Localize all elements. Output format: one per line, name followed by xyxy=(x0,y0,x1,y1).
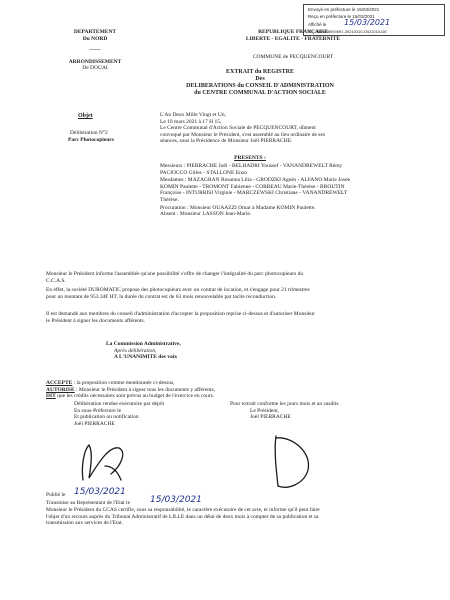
presents-line: Thérèse. xyxy=(160,196,179,203)
footer-signatory-name: Joël PIERRACHE xyxy=(74,420,115,427)
signature-right xyxy=(232,430,322,496)
footer-line: Et publication ou notification xyxy=(74,414,139,421)
signature-left xyxy=(75,436,155,488)
body-line: Il est demandé aux membres du conseil d'administration d'accepter la proposition reprise ci-dessus et d'autoriser Monsieur xyxy=(46,311,315,317)
title-line-1: EXTRAIT du REGISTRE xyxy=(226,69,294,75)
arrondissement-name: De DOUAI xyxy=(82,65,108,72)
resolution-key: ACCEPTE xyxy=(46,380,73,386)
presents-line: PACIOCCO Gilles - STALLONE Enzo xyxy=(160,169,248,176)
department-line: DEPARTEMENT xyxy=(73,29,117,35)
body-line: pour un montant de 953.34€ HT. la durée du contrat est de 63 mois renouvelable par tacite reconduction. xyxy=(46,293,277,300)
body-line: le Président à signer les documents afférents. xyxy=(46,317,146,324)
stamp-line-posted-label: Affiché le xyxy=(308,22,327,27)
arrondissement-line: ARRONDISSEMENT xyxy=(68,58,122,65)
body-line: C.C.A.S. xyxy=(46,277,66,284)
stamp-posted-date: 15/03/2021 xyxy=(344,18,391,27)
body-paragraph-2 xyxy=(46,287,426,300)
presents-list xyxy=(160,163,440,218)
resolutions-list xyxy=(46,380,426,400)
body-paragraph-1 xyxy=(46,271,426,284)
commune-name: COMMUNE de PECQUENCOURT xyxy=(252,54,334,60)
resolution-key: AUTORISE xyxy=(46,386,75,393)
department-name: Du NORD xyxy=(82,35,108,42)
presents-line: Mesdames : MAZAGRAN Rosanna Lilia - GRODZKI Agnès - ALFANO Marie Josée xyxy=(160,177,351,184)
body-line: En effet, la société DUROMATIC propose des photocopieurs avec un contrat de location, et s'engage pour 21 trimestres xyxy=(46,287,310,293)
decision-line: Après délibération, xyxy=(114,347,157,354)
resolution-item xyxy=(46,387,426,394)
resolution-item xyxy=(46,393,426,400)
presents-line: Absent : Monsieur LASSON Jean-Marie. xyxy=(160,211,252,218)
footer-certification-block xyxy=(230,401,410,421)
presents-line: Françoise - INTURRISI Virginie - MARCZEWSKI Christiane - VANANDREWELT xyxy=(160,190,348,197)
footer-line: Délibération rendue exécutoire par dépôt xyxy=(74,401,165,407)
header-divider: —— xyxy=(89,47,101,54)
objet-label: Objet xyxy=(78,113,93,119)
republic-name: REPUBLIQUE FRANÇAISE xyxy=(258,29,328,35)
republic-header xyxy=(218,29,368,42)
resolution-text: : Monsieur le Président à signer tous les documents y afférents, xyxy=(74,386,216,393)
footer-executory-block xyxy=(74,401,224,427)
resolution-item xyxy=(46,380,426,387)
body-paragraph-3 xyxy=(46,311,426,324)
objet-deliberation-number: Délibération N°2 xyxy=(70,130,108,136)
resolution-key: DIT xyxy=(46,393,56,400)
title-line-3: DELIBERATIONS du CONSEIL D'ADMINISTRATION xyxy=(186,83,334,89)
decision-block xyxy=(106,341,266,361)
department-header xyxy=(55,29,135,72)
intro-paragraph xyxy=(160,112,435,145)
stamp-line-received: Reçu en préfecture le 15/03/2021 xyxy=(308,14,375,19)
transmitted-label: Transmise au Représentant de l'Etat le xyxy=(46,500,131,506)
objet-subject: Parc Photocopieurs xyxy=(68,137,114,143)
transmitted-date: 15/03/2021 xyxy=(150,495,202,505)
resolution-text: que les crédits nécessaires sont prévus au budget de l'exercice en cours. xyxy=(55,393,215,400)
recourse-line: transmission aux services de l'Etat. xyxy=(46,520,123,527)
presents-line: Messieurs : PIERRACHE Joël - BELHADRI Youssef - VANANDREWELT Rémy xyxy=(160,163,343,169)
intro-line: L'An Deux Mille Vingt et Un, xyxy=(160,112,226,118)
presents-line: KOMIN Paulette - TROMONT Fabienne - CORREAU Marie-Thérèse - BROUTIN xyxy=(160,183,345,190)
intro-line: convoqué par Monsieur le Président, s'est assemblé au lieu ordinaire de ses xyxy=(160,131,326,138)
recourse-paragraph xyxy=(46,507,436,527)
republic-motto: LIBERTE - EGALITE - FRATERNITE xyxy=(245,35,341,42)
document-title xyxy=(170,69,350,97)
published-date: 15/03/2021 xyxy=(74,487,126,497)
footer-line: Le Président, xyxy=(250,407,280,414)
decision-line: La Commission Administrative, xyxy=(106,341,181,347)
body-line: Monsieur le Président informe l'assemblée qu'une possibilité s'offre de changer l'intégralité du parc photocopieurs du xyxy=(46,271,304,277)
stamp-line-sent: Envoyé en préfecture le 15/03/2021 xyxy=(308,7,380,12)
intro-line: Le Centre Communal d'Action Sociale de PECQUENCOURT, dûment xyxy=(160,125,316,132)
footer-line: Pour extrait conforme les jours mois et an susdits xyxy=(230,401,339,407)
title-line-2: Des xyxy=(255,76,265,82)
presents-heading: PRESENTS : xyxy=(234,155,266,161)
title-line-4: du CENTRE COMMUNAL D'ACTION SOCIALE xyxy=(194,90,326,96)
decision-line: A L'UNANIMITE des voix xyxy=(114,354,178,361)
presents-line: Procuration : Monsieur OUAAZZI Omar à Madame KOMIN Paulette. xyxy=(160,204,316,211)
footer-line: En sous-Préfecture le xyxy=(74,407,122,414)
recourse-line: Monsieur le Président du CCAS certifie, sous sa responsabilité, le caractère exécutoire de cet acte, et informe qu'il peut faire xyxy=(46,507,320,513)
intro-line: séances, sous la Présidence de Monsieur Joël PIERRACHE. xyxy=(160,138,293,145)
footer-signatory-name: Joël PIERRACHE xyxy=(250,414,291,421)
resolution-text: : la proposition comme mentionnée ci-dessus, xyxy=(72,380,175,386)
intro-line: Le 10 mars 2021 à 17 H 15, xyxy=(160,118,222,125)
recourse-line: l'objet d'un recours auprès du Tribunal Administratif de LILLE dans un délai de deux mois à compter de sa publication et sa xyxy=(46,513,319,520)
stamp-line-id: ID : 059-265900597-20210310-D021010-DE xyxy=(308,29,387,34)
published-label: Publié le xyxy=(46,492,66,498)
